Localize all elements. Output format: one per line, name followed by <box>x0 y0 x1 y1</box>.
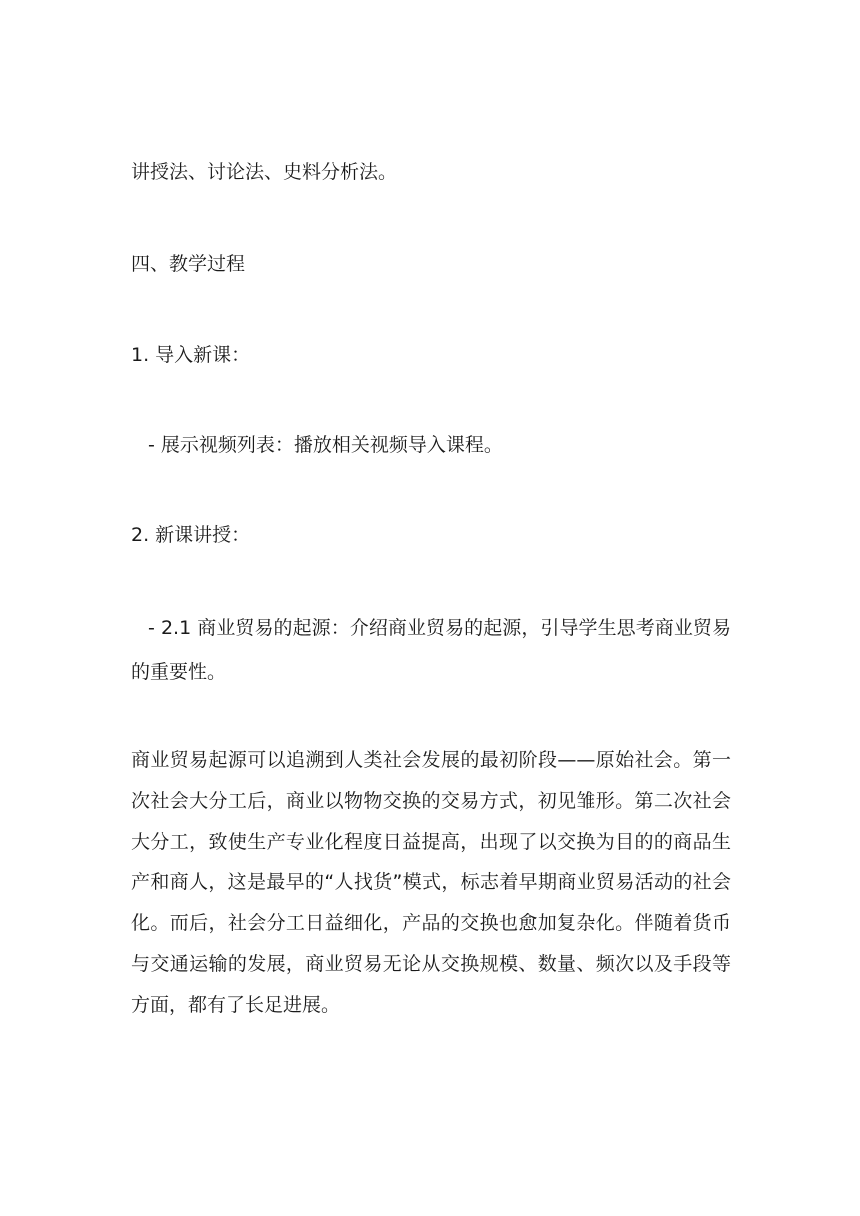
step-heading-new-lesson: 2. 新课讲授： <box>131 524 251 546</box>
step-item-trade-origin: - 2.1 商业贸易的起源：介绍商业贸易的起源，引导学生思考商业贸易的重要性。 <box>131 617 731 683</box>
step-heading-introduction: 1. 导入新课： <box>131 344 251 366</box>
teaching-methods-line: 讲授法、讨论法、史料分析法。 <box>131 161 398 183</box>
body-paragraph-trade-history: 商业贸易起源可以追溯到人类社会发展的最初阶段——原始社会。第一次社会大分工后，商业以物物交换的交易方式，初见雏形。第二次社会大分工，致使生产专业化程度日益提高，出现了以交换为目的的商品生产和商人，这是最早的“人找货”模式，标志着早期商业贸易活动的社会化。而后，社会分工日益细化，产品的交换也愈加复杂化。伴随着货币与交通运输的发展，商业贸易无论从交换规模、数量、频次以及手段等方面，都有了长足进展。 <box>131 749 731 1016</box>
section-heading-teaching-process: 四、教学过程 <box>131 253 246 275</box>
step-item-video-list: - 展示视频列表：播放相关视频导入课程。 <box>148 434 503 456</box>
